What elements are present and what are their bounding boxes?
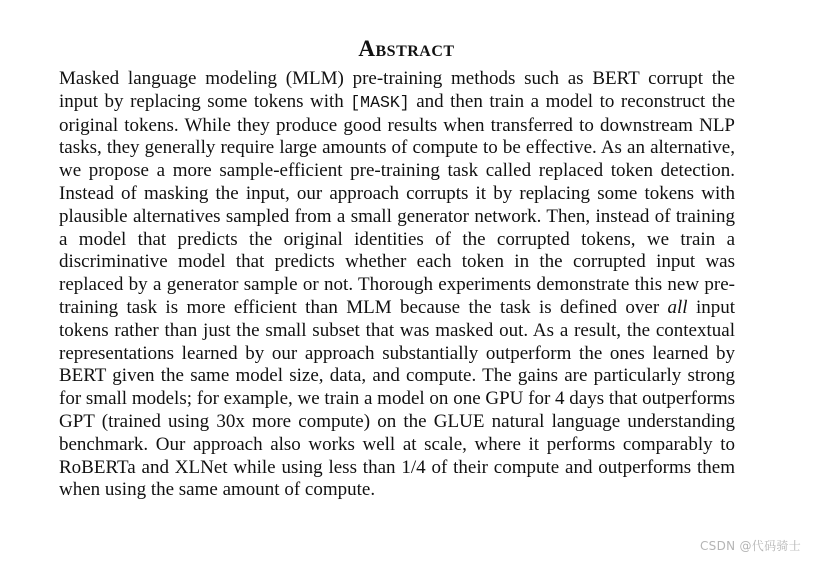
emphasis-word: all <box>667 296 688 318</box>
abstract-text-segment-2: and then train a model to reconstruct the original tokens. While they produce good results when transferred to downstream NLP tasks, they generally require large amounts of compute to be effective. As an alternative, we propose a more sample-efficient pre-training task called replaced token detection. Instead of masking the input, our approach corrupts it by replacing some tokens with plausible alternatives sampled from a small generator network. Then, instead of training a model that predicts the original identities of the corrupted tokens, we train a discriminative model that predicts whether each token in the corrupted input was replaced by a generator sample or not. Thorough experiments demonstrate this new pre-training task is more efficient than MLM because the task is defined over <box>59 90 735 318</box>
mask-token: [MASK] <box>350 92 410 112</box>
section-heading: Abstract <box>358 36 455 62</box>
abstract-text-segment-3: input tokens rather than just the small subset that was masked out. As a result, the contextual representations learned by our approach substantially outperform the ones learned by BERT given the same model size, data, and compute. The gains are particularly strong for small models; for example, we train a model on one GPU for 4 days that outperforms GPT (trained using 30x more compute) on the GLUE natural language understanding benchmark. Our approach also works well at scale, where it performs comparably to RoBERTa and XLNet while using less than 1/4 of their compute and outperforms them when using the same amount of compute. <box>59 296 735 501</box>
abstract-text-segment-1: Masked language modeling (MLM) pre-training methods such as BERT corrupt the input by replacing some tokens with <box>59 68 735 112</box>
abstract-paragraph <box>59 68 735 502</box>
watermark: CSDN @代码骑士 <box>699 539 801 553</box>
